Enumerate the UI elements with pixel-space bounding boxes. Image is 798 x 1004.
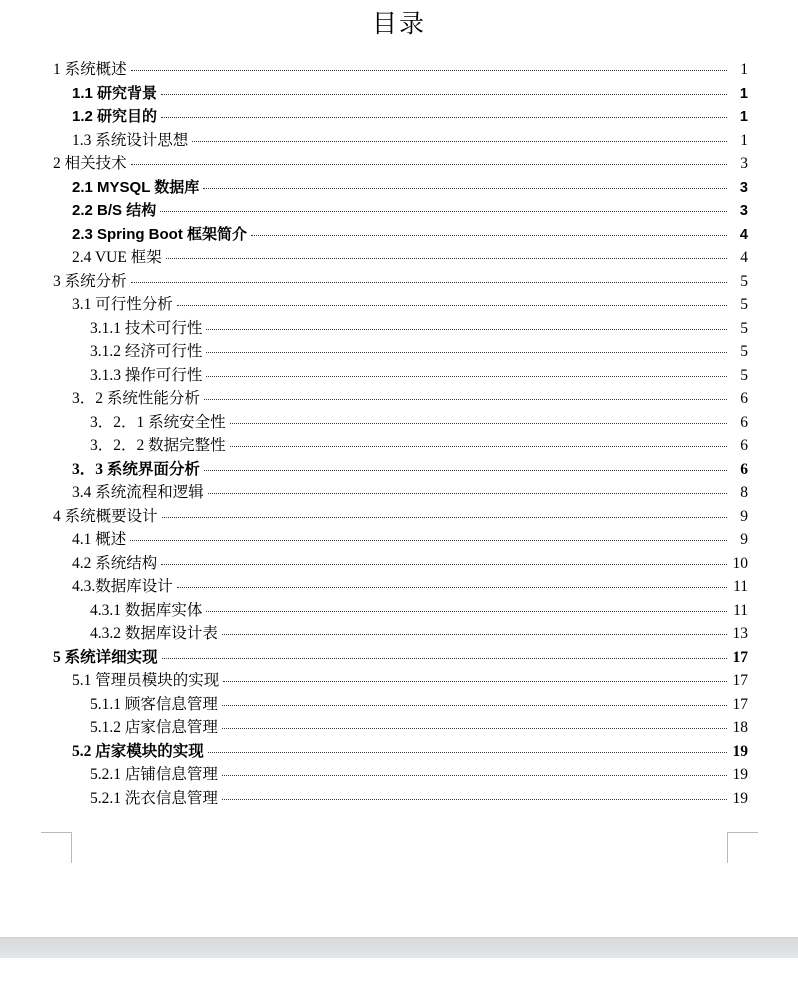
toc-dot-leader xyxy=(166,248,727,262)
toc-entry-label: 5.2.1 店铺信息管理 xyxy=(90,766,218,783)
toc-dot-leader xyxy=(177,295,727,309)
toc-entry-page-number: 3 xyxy=(739,179,748,196)
toc-dot-leader xyxy=(160,201,727,215)
toc-entry[interactable] xyxy=(0,458,798,482)
toc-entry-page-number: 6 xyxy=(740,413,748,431)
toc-dot-leader xyxy=(230,436,727,450)
toc-entry[interactable] xyxy=(0,434,798,458)
toc-entry-page-number: 13 xyxy=(732,625,748,642)
toc-dot-leader xyxy=(251,225,727,239)
toc-entry-label: 1 系统概述 xyxy=(53,61,127,78)
toc-dot-leader xyxy=(161,107,727,121)
toc-entry-page-number: 1 xyxy=(739,85,748,102)
toc-entry-label: 2 相关技术 xyxy=(53,155,127,172)
toc-entry-page-number: 1 xyxy=(739,109,748,125)
toc-dot-leader xyxy=(131,60,727,74)
toc-entry[interactable] xyxy=(0,787,798,811)
toc-entry[interactable] xyxy=(0,58,798,82)
toc-entry-page-number: 5 xyxy=(740,319,748,337)
margin-corner-mark-bottom-left xyxy=(41,832,72,863)
toc-entry-label: 5 系统详细实现 xyxy=(53,648,158,666)
toc-entry-page-number: 5 xyxy=(740,296,748,313)
toc-entry[interactable] xyxy=(0,528,798,552)
toc-entry-label: 1.1 研究背景 xyxy=(72,84,158,102)
toc-entry-label: 3.1 可行性分析 xyxy=(72,296,173,313)
toc-entry[interactable] xyxy=(0,387,798,411)
toc-entry[interactable] xyxy=(0,105,798,129)
toc-entry[interactable] xyxy=(0,763,798,787)
toc-entry-label: 3．2．2 数据完整性 xyxy=(90,437,226,454)
toc-entry[interactable] xyxy=(0,505,798,529)
page-separator xyxy=(0,937,798,958)
toc-entry-label: 4 系统概要设计 xyxy=(53,507,158,525)
toc-dot-leader xyxy=(206,366,727,380)
toc-entry-page-number: 17 xyxy=(732,695,748,713)
toc-dot-leader xyxy=(131,272,727,286)
toc-entry[interactable] xyxy=(0,270,798,294)
toc-dot-leader xyxy=(162,507,727,521)
toc-entry-label: 5.1.1 顾客信息管理 xyxy=(90,695,218,713)
toc-entry-label: 4.3.1 数据库实体 xyxy=(90,601,203,619)
toc-dot-leader xyxy=(161,84,727,98)
toc-entry[interactable] xyxy=(0,364,798,388)
toc-dot-leader xyxy=(222,789,727,803)
toc-entry[interactable] xyxy=(0,693,798,717)
toc-entry-page-number: 3 xyxy=(740,155,748,172)
toc-entry-page-number: 19 xyxy=(732,789,748,807)
toc-entry-page-number: 3 xyxy=(739,203,748,219)
toc-entry[interactable] xyxy=(0,622,798,646)
toc-entry-label: 4.1 概述 xyxy=(72,531,127,548)
next-document-page xyxy=(0,958,798,1004)
toc-entry[interactable] xyxy=(0,317,798,341)
toc-entry[interactable] xyxy=(0,481,798,505)
toc-entry-page-number: 17 xyxy=(732,672,748,689)
toc-entry[interactable] xyxy=(0,646,798,670)
toc-entry-label: 3 系统分析 xyxy=(53,272,127,290)
toc-dot-leader xyxy=(222,695,727,709)
toc-entry-page-number: 9 xyxy=(740,507,748,525)
toc-entry-page-number: 19 xyxy=(732,766,748,783)
toc-entry[interactable] xyxy=(0,293,798,317)
toc-entry-label: 5.2.1 洗衣信息管理 xyxy=(90,789,218,807)
toc-entry[interactable] xyxy=(0,575,798,599)
toc-entry[interactable] xyxy=(0,246,798,270)
toc-entry-page-number: 6 xyxy=(740,437,748,454)
page-title: 目录 xyxy=(371,11,426,38)
toc-entry-label: 4.2 系统结构 xyxy=(72,554,158,572)
toc-entry-label: 5.2 店家模块的实现 xyxy=(72,742,204,760)
toc-entry[interactable] xyxy=(0,199,798,223)
table-of-contents xyxy=(0,58,798,810)
toc-dot-leader xyxy=(161,554,727,568)
toc-entry[interactable] xyxy=(0,340,798,364)
toc-entry[interactable] xyxy=(0,552,798,576)
toc-entry-label: 1.3 系统设计思想 xyxy=(72,131,189,149)
toc-entry-label: 3．2．1 系统安全性 xyxy=(90,413,226,431)
toc-dot-leader xyxy=(204,389,727,403)
toc-entry-page-number: 6 xyxy=(740,460,748,478)
toc-entry-page-number: 10 xyxy=(732,554,748,572)
toc-dot-leader xyxy=(203,178,727,192)
toc-entry-label: 5.1 管理员模块的实现 xyxy=(72,672,220,689)
toc-entry-label: 5.1.2 店家信息管理 xyxy=(90,719,218,736)
toc-entry[interactable] xyxy=(0,82,798,106)
toc-dot-leader xyxy=(206,601,727,615)
toc-entry-page-number: 4 xyxy=(739,226,748,243)
toc-dot-leader xyxy=(162,648,727,662)
toc-entry-label: 2.3 Spring Boot 框架简介 xyxy=(72,225,248,243)
margin-corner-mark-bottom-right xyxy=(727,832,758,863)
toc-entry-label: 3.1.1 技术可行性 xyxy=(90,319,203,337)
toc-entry-label: 3．3 系统界面分析 xyxy=(72,460,200,478)
toc-dot-leader xyxy=(223,671,727,685)
toc-entry-page-number: 9 xyxy=(740,531,748,548)
toc-dot-leader xyxy=(222,718,727,732)
toc-entry-page-number: 19 xyxy=(732,742,748,760)
toc-entry[interactable] xyxy=(0,411,798,435)
toc-entry-page-number: 8 xyxy=(740,484,748,501)
toc-dot-leader xyxy=(177,577,727,591)
toc-dot-leader xyxy=(230,413,727,427)
toc-entry-label: 3.1.3 操作可行性 xyxy=(90,366,203,384)
toc-entry[interactable] xyxy=(0,716,798,740)
toc-dot-leader xyxy=(204,460,727,474)
toc-entry-page-number: 6 xyxy=(740,390,748,407)
toc-entry-label: 3．2 系统性能分析 xyxy=(72,390,200,407)
toc-entry[interactable] xyxy=(0,176,798,200)
toc-dot-leader xyxy=(222,624,727,638)
toc-entry-page-number: 5 xyxy=(740,343,748,360)
toc-entry-page-number: 11 xyxy=(733,578,748,595)
toc-entry-page-number: 1 xyxy=(740,131,748,149)
toc-dot-leader xyxy=(131,154,727,168)
toc-entry-label: 4.3.2 数据库设计表 xyxy=(90,625,218,642)
toc-entry-page-number: 17 xyxy=(732,648,748,666)
toc-entry-page-number: 18 xyxy=(732,719,748,736)
toc-entry-page-number: 1 xyxy=(740,61,748,78)
toc-entry-label: 3.1.2 经济可行性 xyxy=(90,343,203,360)
toc-entry-label: 4.3.数据库设计 xyxy=(72,578,173,595)
toc-entry[interactable] xyxy=(0,129,798,153)
toc-entry-page-number: 4 xyxy=(740,249,748,266)
toc-entry[interactable] xyxy=(0,740,798,764)
toc-entry-page-number: 11 xyxy=(733,601,748,619)
toc-dot-leader xyxy=(192,131,727,145)
toc-dot-leader xyxy=(222,765,727,779)
toc-dot-leader xyxy=(206,342,727,356)
toc-entry-label: 2.2 B/S 结构 xyxy=(72,202,157,219)
toc-entry[interactable] xyxy=(0,669,798,693)
toc-entry-label: 3.4 系统流程和逻辑 xyxy=(72,484,204,501)
toc-entry-page-number: 5 xyxy=(740,272,748,290)
toc-entry-label: 1.2 研究目的 xyxy=(72,108,158,125)
toc-entry-page-number: 5 xyxy=(740,366,748,384)
toc-dot-leader xyxy=(208,742,727,756)
toc-entry-label: 2.1 MYSQL 数据库 xyxy=(72,178,200,196)
toc-dot-leader xyxy=(206,319,727,333)
toc-entry[interactable] xyxy=(0,152,798,176)
toc-dot-leader xyxy=(208,483,727,497)
toc-entry[interactable] xyxy=(0,223,798,247)
toc-entry-label: 2.4 VUE 框架 xyxy=(72,249,162,266)
toc-entry[interactable] xyxy=(0,599,798,623)
toc-dot-leader xyxy=(130,530,727,544)
